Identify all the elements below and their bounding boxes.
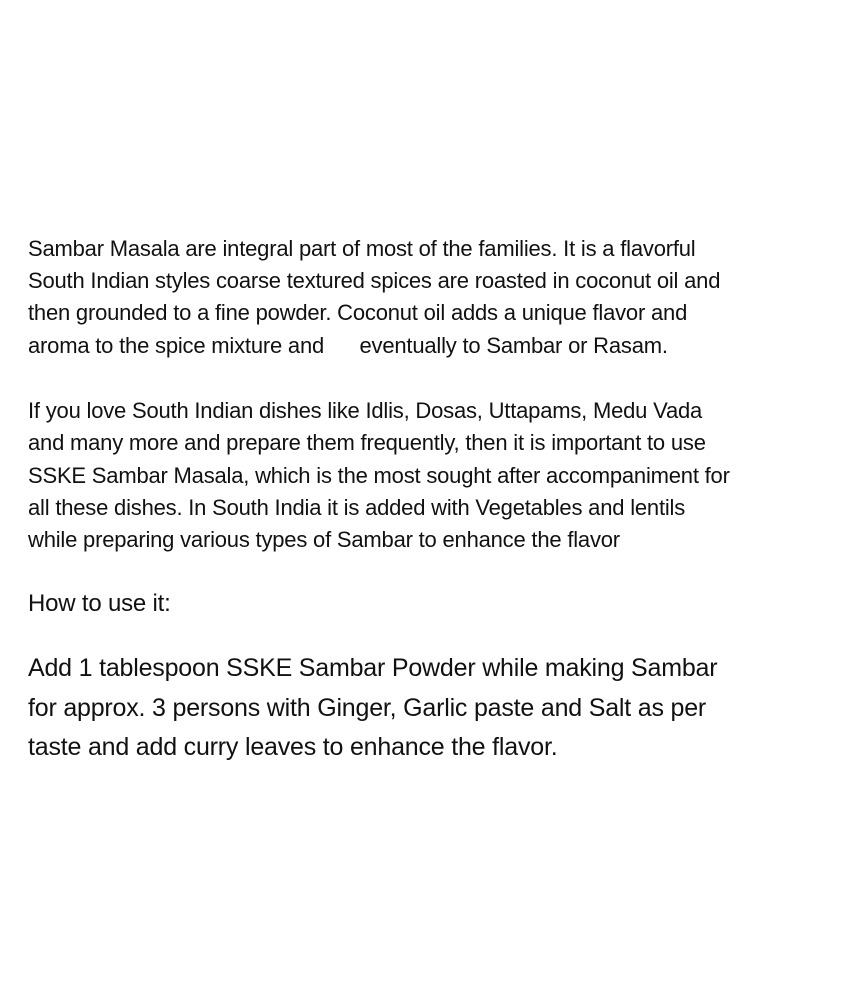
text-line: then grounded to a fine powder. Coconut oil adds a unique flavor and: [28, 300, 688, 325]
text-line: aroma to the spice mixture and eventually to Sambar or Rasam.: [28, 333, 668, 358]
text-line: for approx. 3 persons with Ginger, Garlic paste and Salt as per: [28, 694, 707, 722]
text-line: while preparing various types of Sambar to enhance the flavor: [28, 527, 620, 552]
text-line: SSKE Sambar Masala, which is the most sought after accompaniment for: [28, 463, 730, 488]
text-line: If you love South Indian dishes like Idlis, Dosas, Uttapams, Medu Vada: [28, 398, 703, 423]
text-line: all these dishes. In South India it is added with Vegetables and lentils: [28, 495, 686, 520]
text-line: South Indian styles coarse textured spices are roasted in coconut oil and: [28, 268, 721, 293]
usage-heading: How to use it:: [28, 590, 171, 617]
text-line: and many more and prepare them frequently, then it is important to use: [28, 430, 706, 455]
text-line: Sambar Masala are integral part of most of the families. It is a flavorful: [28, 236, 696, 261]
text-line: Add 1 tablespoon SSKE Sambar Powder while making Sambar: [28, 654, 718, 682]
text-line: taste and add curry leaves to enhance the flavor.: [28, 733, 558, 761]
